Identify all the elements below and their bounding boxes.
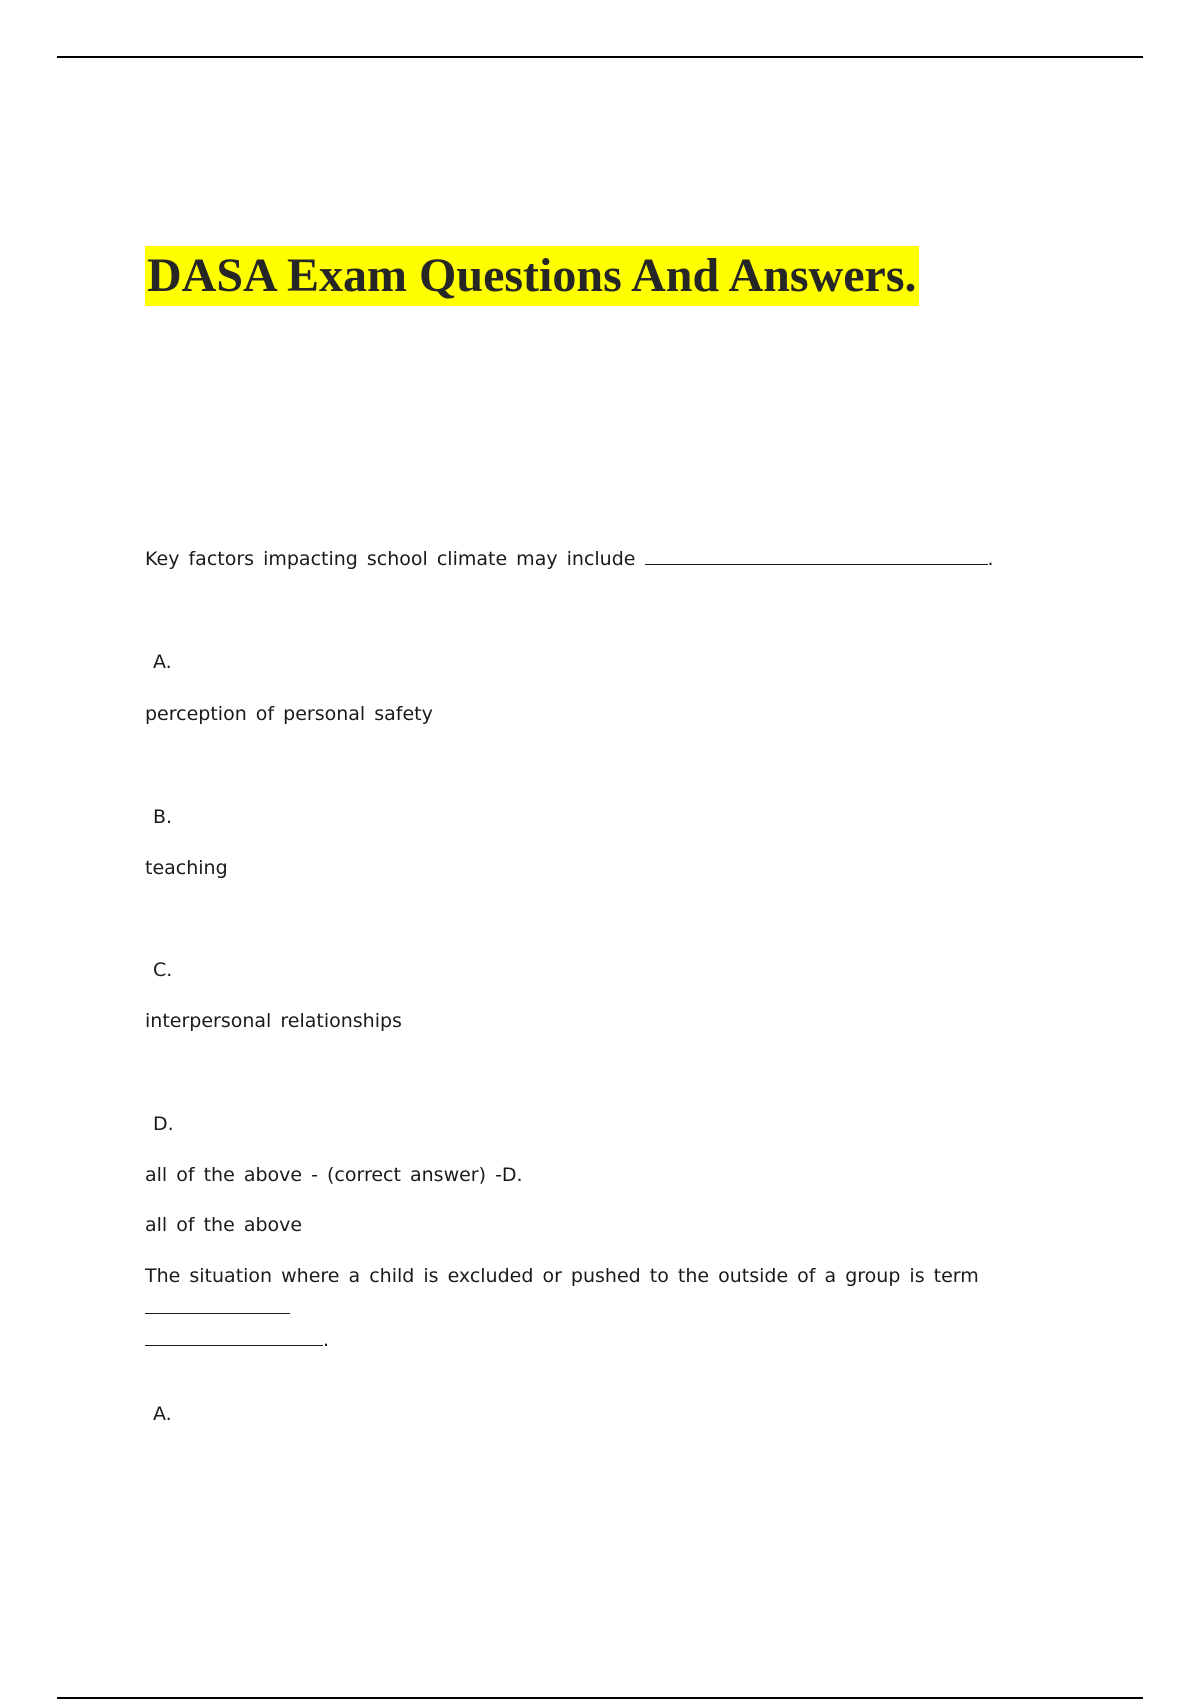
option-letter-b: B. xyxy=(153,806,173,828)
footer-rule xyxy=(57,1697,1143,1699)
header-rule xyxy=(57,56,1143,58)
question-1-stem-end: . xyxy=(987,548,994,570)
option-text-b: teaching xyxy=(145,857,228,879)
question-1-stem xyxy=(145,546,994,572)
option-text-a: perception of personal safety xyxy=(145,703,433,725)
answer-blank xyxy=(145,1295,290,1314)
question-2-text: The situation where a child is excluded or pushed to the outside of a group is term xyxy=(145,1265,979,1287)
question-2-stem-end: . xyxy=(323,1329,330,1351)
answer-blank xyxy=(645,546,988,565)
answer-blank xyxy=(145,1327,323,1346)
option-letter-a: A. xyxy=(153,1403,172,1425)
option-text-d: all of the above - (correct answer) -D. xyxy=(145,1164,523,1186)
option-letter-d: D. xyxy=(153,1113,174,1135)
option-text-c: interpersonal relationships xyxy=(145,1010,402,1032)
question-1-text: Key factors impacting school climate may include xyxy=(145,548,636,570)
document-title: DASA Exam Questions And Answers. xyxy=(145,246,919,306)
question-2-stem xyxy=(145,1260,1085,1356)
question-1-answer: all of the above xyxy=(145,1214,303,1236)
option-letter-c: C. xyxy=(153,959,173,981)
option-letter-a: A. xyxy=(153,651,172,673)
